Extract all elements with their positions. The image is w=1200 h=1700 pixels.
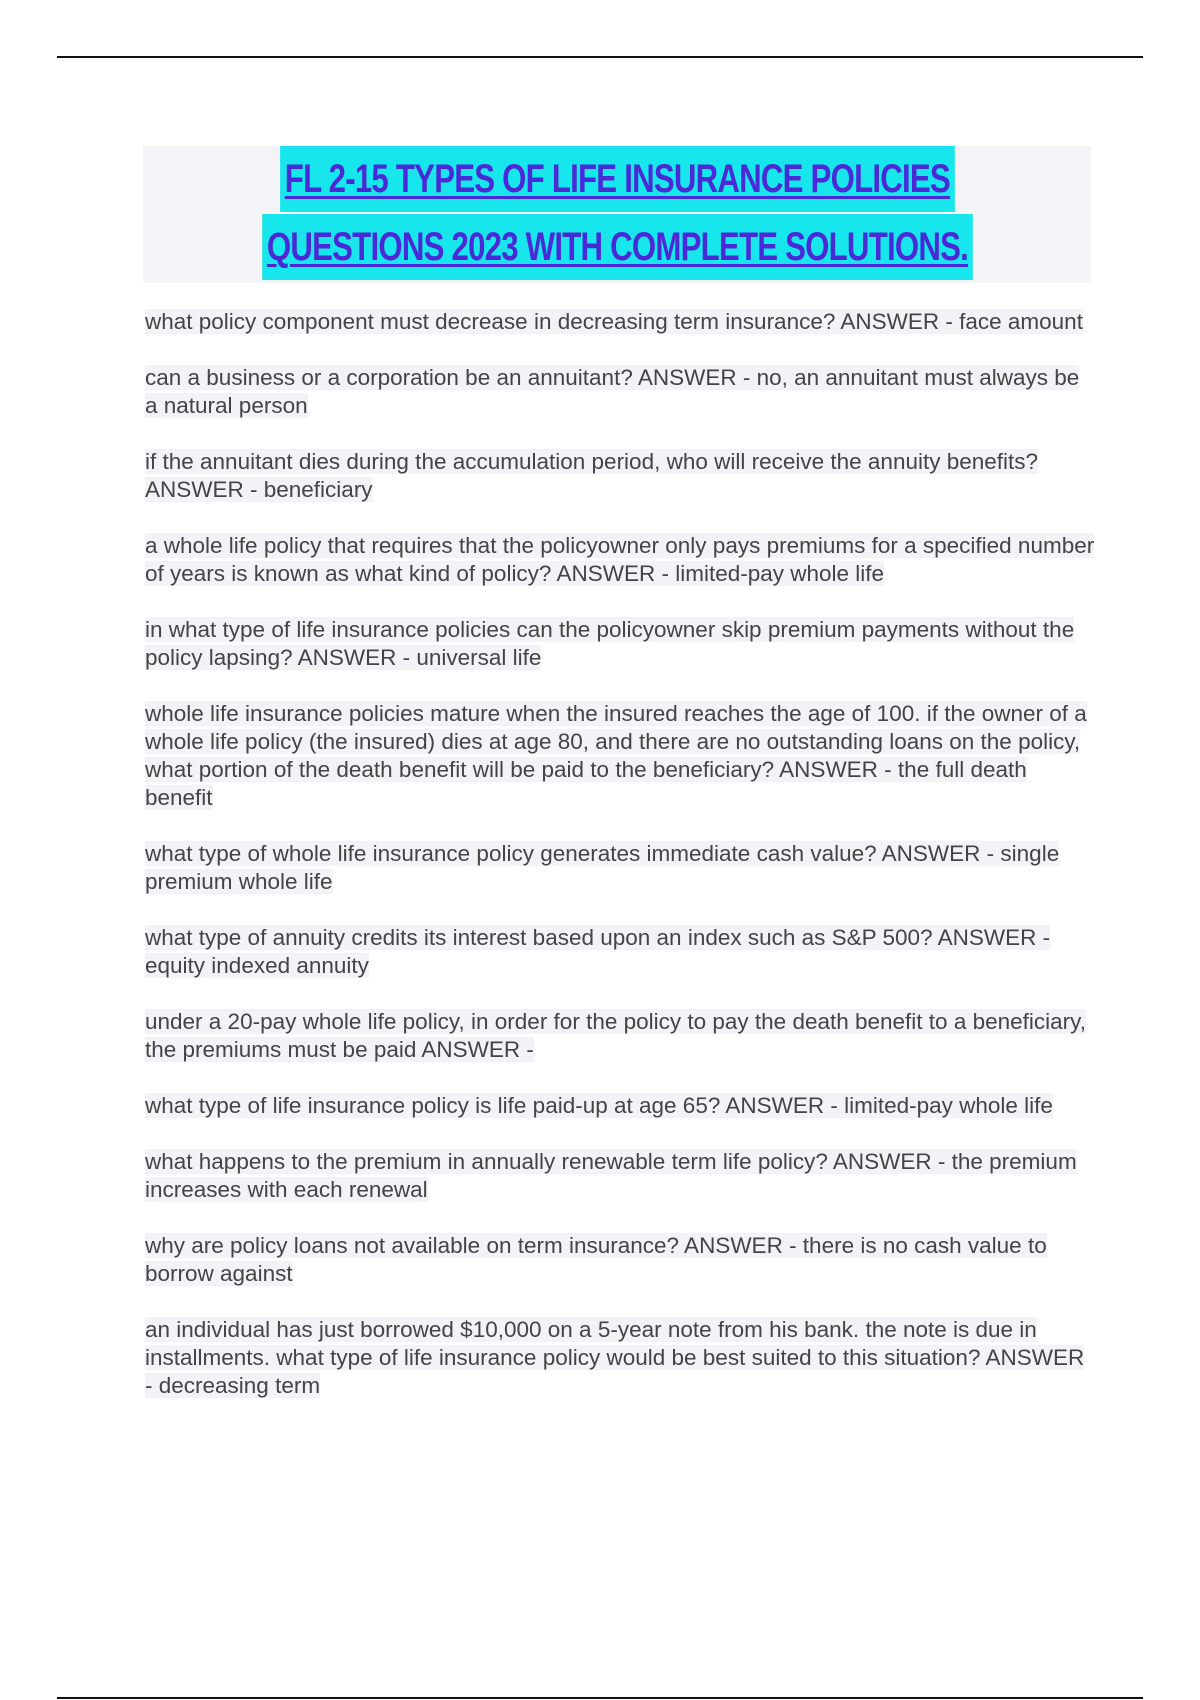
page-bottom-rule [57,1697,1143,1699]
qa-item [145,1148,1095,1204]
document-title [143,146,1091,283]
qa-text: can a business or a corporation be an annuitant? ANSWER - no, an annuitant must always be a natural person [145,365,1080,418]
qa-text: what policy component must decrease in decreasing term insurance? ANSWER - face amount [145,309,1083,334]
qa-item [145,364,1095,420]
qa-text: what type of life insurance policy is life paid-up at age 65? ANSWER - limited-pay whole life [145,1093,1053,1118]
qa-item [145,448,1095,504]
qa-text: why are policy loans not available on term insurance? ANSWER - there is no cash value to borrow against [145,1233,1047,1286]
title-line-2: QUESTIONS 2023 WITH COMPLETE SOLUTIONS. [262,214,972,280]
qa-item [145,532,1095,588]
title-row-1 [143,146,1091,214]
qa-text: a whole life policy that requires that the policyowner only pays premiums for a specified number of years is known as what kind of policy? ANSWER - limited-pay whole life [145,533,1095,586]
qa-item [145,308,1095,336]
title-line-1: FL 2-15 TYPES OF LIFE INSURANCE POLICIES [280,146,954,212]
page-top-rule [57,56,1143,58]
qa-text: what happens to the premium in annually renewable term life policy? ANSWER - the premium increases with each renewal [145,1149,1077,1202]
qa-item [145,700,1095,812]
qa-item [145,840,1095,896]
qa-text: what type of annuity credits its interest based upon an index such as S&P 500? ANSWER - equity indexed annuity [145,925,1051,978]
qa-item [145,1092,1095,1120]
title-row-2 [143,214,1091,282]
qa-item [145,1008,1095,1064]
qa-text: whole life insurance policies mature when the insured reaches the age of 100. if the owner of a whole life policy (the insured) dies at age 80, and there are no outstanding loans on the policy, what portion of the death benefit will be paid to the beneficiary? ANSWER - the full death benefit [145,701,1087,810]
qa-item [145,1316,1095,1400]
qa-list [145,308,1095,1428]
qa-text: under a 20-pay whole life policy, in order for the policy to pay the death benefit to a beneficiary, the premiums must be paid ANSWER - [145,1009,1086,1062]
qa-item [145,616,1095,672]
qa-text: if the annuitant dies during the accumulation period, who will receive the annuity benefits? ANSWER - beneficiary [145,449,1039,502]
qa-text: what type of whole life insurance policy generates immediate cash value? ANSWER - single premium whole life [145,841,1060,894]
qa-item [145,1232,1095,1288]
qa-item [145,924,1095,980]
qa-text: an individual has just borrowed $10,000 on a 5-year note from his bank. the note is due in installments. what type of life insurance policy would be best suited to this situation? ANSWER - decreasing term [145,1317,1085,1398]
qa-text: in what type of life insurance policies can the policyowner skip premium payments without the policy lapsing? ANSWER - universal life [145,617,1075,670]
